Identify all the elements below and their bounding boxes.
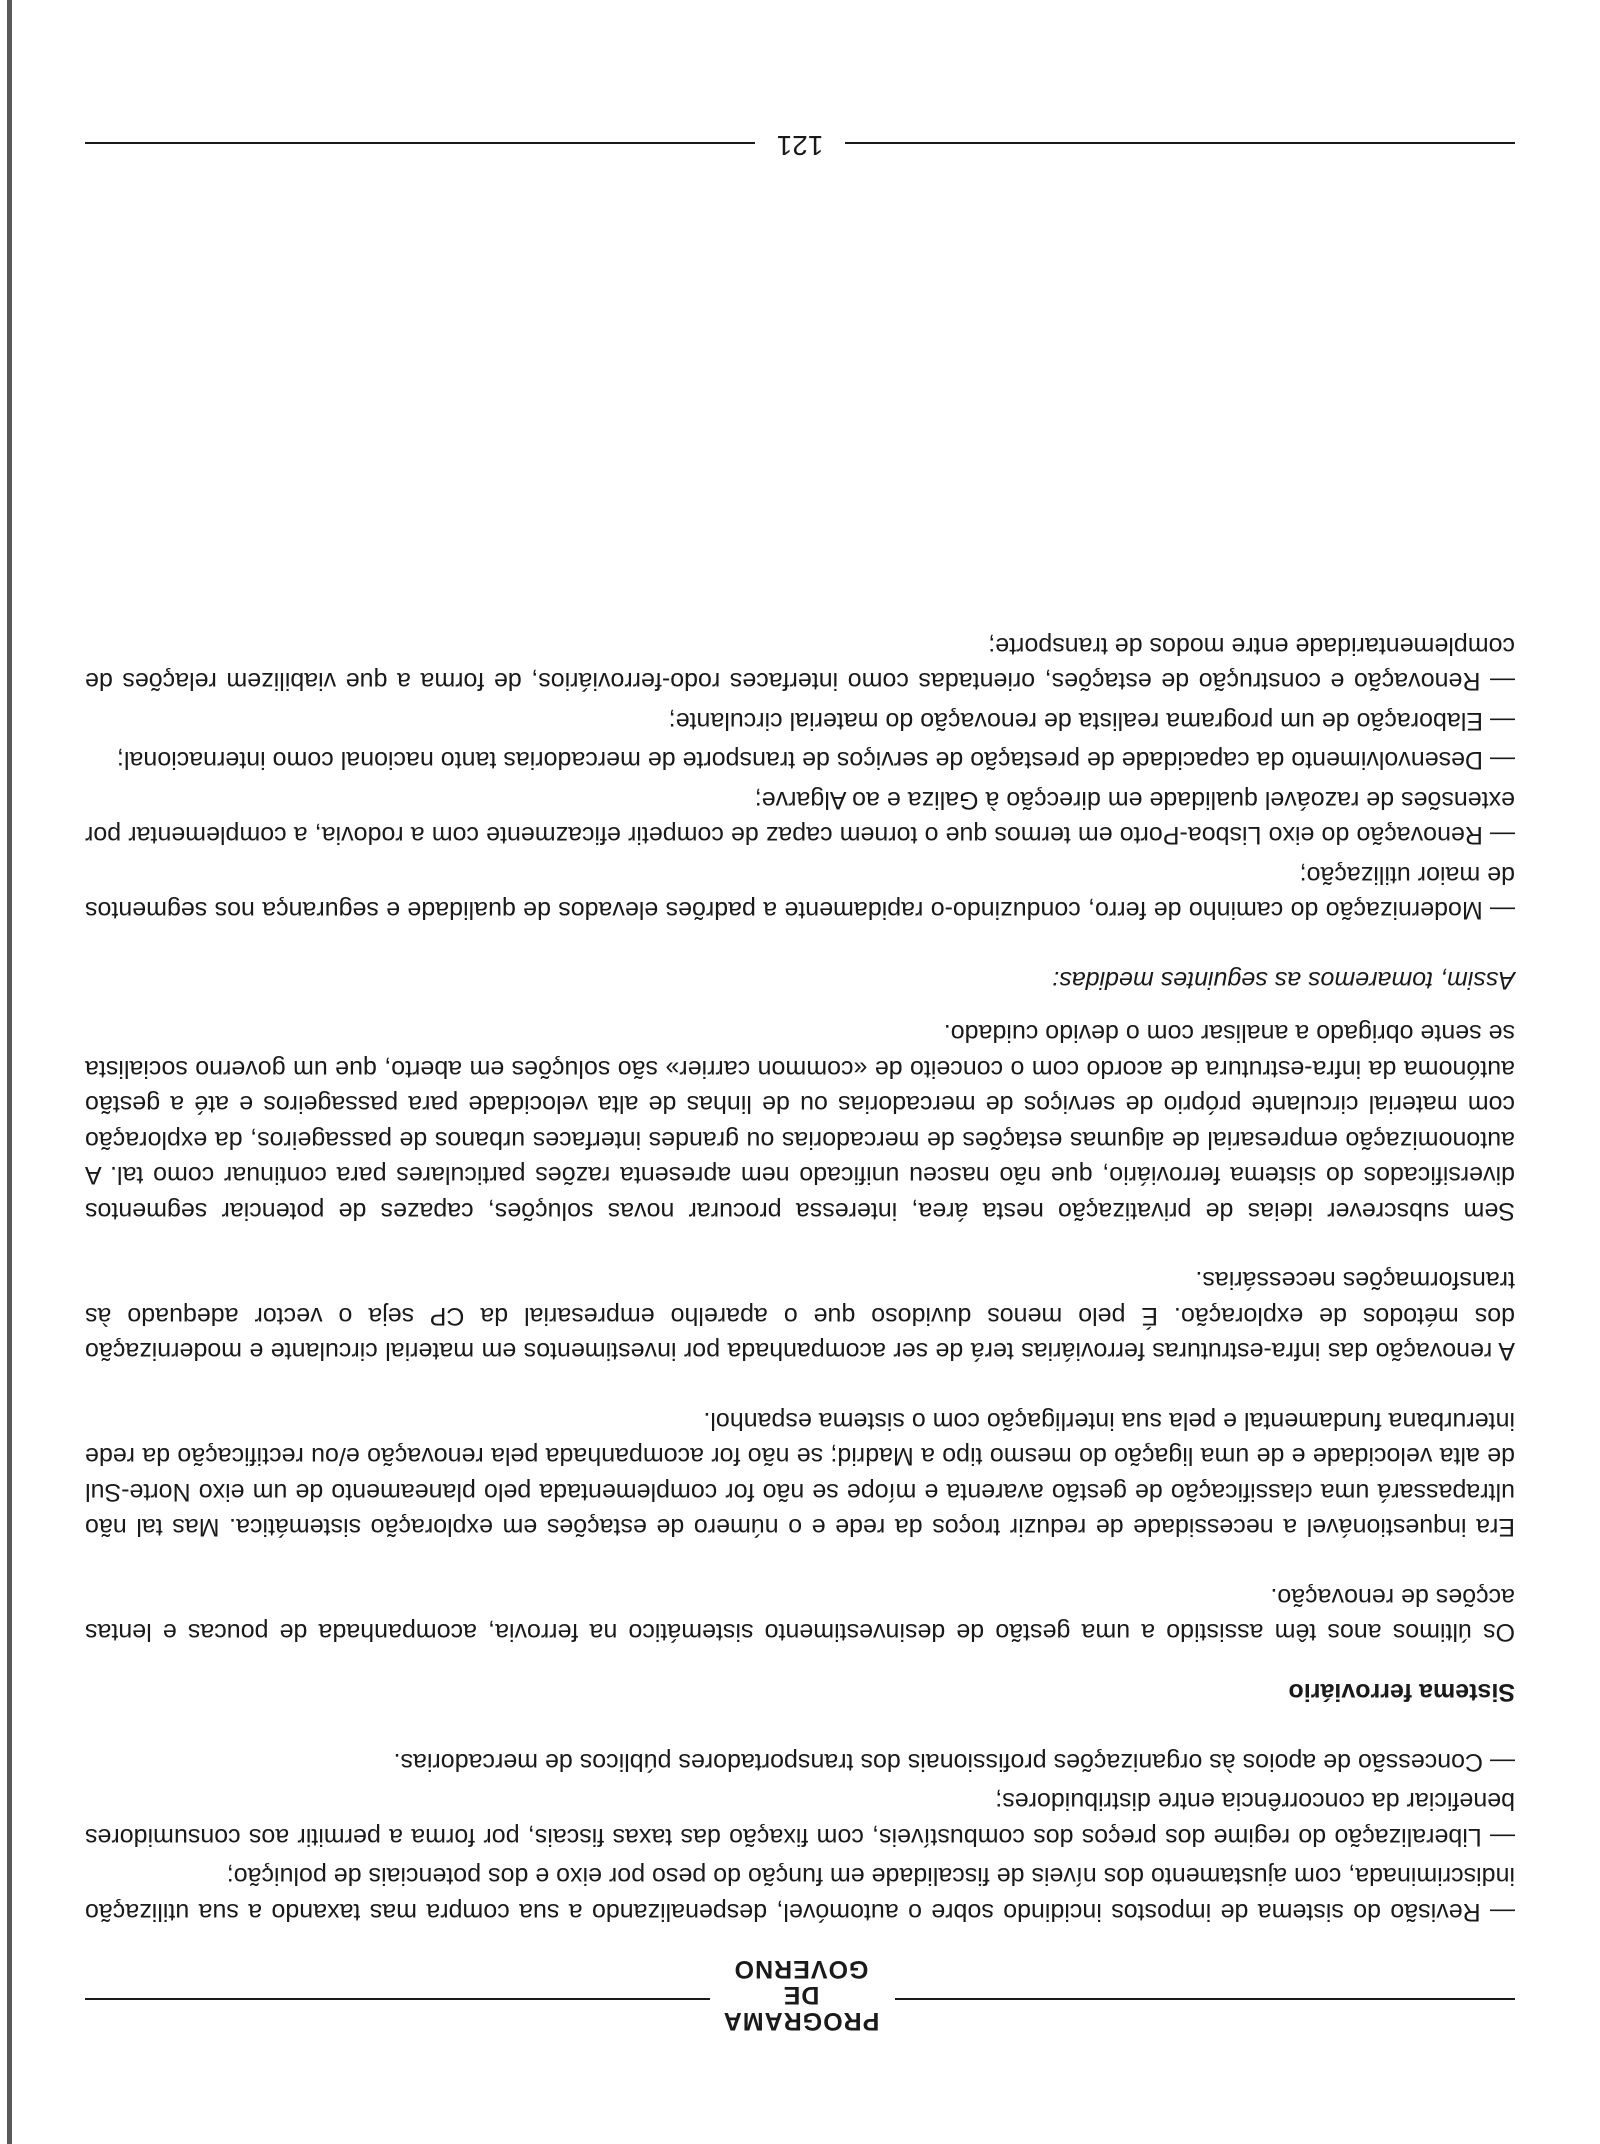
footer-rule-left	[845, 142, 1515, 144]
bullet-paragraph: — Renovação do eixo Lisboa-Porto em termos que o tornem capaz de competir eficazmente com a rodovia, a complementar por extensões de razoável qualidade em direcção à Galiza e ao Algarve;	[85, 786, 1515, 850]
page-footer	[85, 126, 1515, 166]
scan-binding-edge	[7, 0, 12, 2144]
bullet-paragraph: — Modernização do caminho de ferro, conduzindo-o rapidamente a padrões elevados de qualidade e segurança nos segmentos de maior utilização;	[85, 861, 1515, 925]
header-brand-line1: PROGRAMA	[722, 2007, 880, 2035]
header-brand-line2: DE GOVERNO	[733, 1955, 869, 2009]
bullet-paragraph: — Elaboração de um programa realista de renovação do material circulante;	[668, 707, 1515, 735]
page-number: 121	[776, 130, 824, 161]
footer-rule-right	[85, 142, 755, 144]
bullet-paragraph: — Concessão de apoios às organizações profissionais dos transportadores públicos de mercadorias.	[393, 1748, 1515, 1776]
section-heading: Sistema ferroviário	[1288, 1678, 1515, 1707]
bullet-paragraph: — Renovação e construção de estações, orientadas como interfaces rodo-ferroviários, de forma a que viabilizem relações de complementaridade entre modos de transporte;	[85, 632, 1515, 696]
document-body	[85, 628, 1515, 1930]
header-rule-right	[85, 1998, 710, 2000]
body-paragraph: Os últimos anos têm assistido a uma gestão de desinvestimento sistemático na ferrovia, acompanhada de poucas e lentas acções de renovação.	[85, 1583, 1515, 1647]
page-header	[85, 1955, 1515, 2035]
body-paragraph: Era inquestionável a necessidade de reduzir troços da rede e o número de estações em exploração sistemática. Mas tal não ultrapassará uma classificação de gestão avarenta e míope se não for complementada pelo planeamento de um eixo Norte-Sul de alta velocidade e de uma ligação do mesmo tipo a Madrid; se não for acompanhada pela renovação e/ou rectificação da rede interurbana fundamental e pela sua interligação com o sistema espanhol.	[85, 1407, 1515, 1542]
bullet-paragraph: — Liberalização do regime dos preços dos combustíveis, com fixação das taxas fiscais, por forma a permitir aos consumidores beneficiar da concorrência entre distribuidores;	[85, 1787, 1515, 1851]
header-rule-left	[895, 1998, 1515, 2000]
measures-intro: Assim, tomaremos as seguintes medidas:	[1052, 966, 1515, 994]
bullet-paragraph: — Revisão do sistema de impostos incidindo sobre o automóvel, despenalizando a sua compra mas taxando a sua utilização indiscriminada, com ajustamento dos níveis de fiscalidade em função do peso por eixo e dos potenciais de poluição;	[85, 1862, 1515, 1926]
header-brand	[717, 1956, 885, 2034]
bullet-paragraph: — Desenvolvimento da capacidade de prestação de serviços de transporte de mercadorias tanto nacional como internacional;	[116, 746, 1515, 775]
body-paragraph: A renovação das infra-estruturas ferroviárias terá de ser acompanhada por investimentos em material circulante e modernização dos métodos de exploração. É pelo menos duvidoso que o aparelho empresarial da CP seja o vector adequado às transformações necessárias.	[85, 1266, 1515, 1366]
body-paragraph: Sem subscrever ideias de privatização nesta área, interessa procurar novas soluções, capazes de potenciar segmentos diversificados do sistema ferroviário, que não nasceu unificado nem apresenta razões particulares para continuar como tal. A autonomização empresarial de algumas estações de mercadorias ou grandes interfaces urbanos de passageiros, da exploração com material circulante próprio de serviços de mercadorias ou de linhas de alta velocidade para passageiros e até a gestão autónoma da infra-estrutura de acordo com o conceito de «common carrier» são soluções em aberto, que um governo socialista se sente obrigado a analisar com o devido cuidado.	[85, 1019, 1515, 1225]
